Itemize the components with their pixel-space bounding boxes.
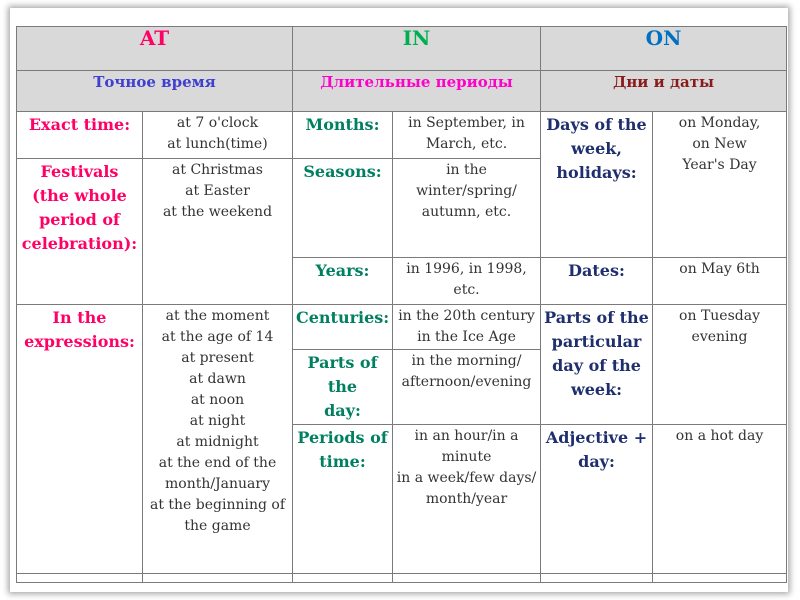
row-4 xyxy=(17,305,787,350)
label-line: Adjective + xyxy=(545,428,648,447)
example-line: at dawn xyxy=(189,371,246,387)
example-line: Year's Day xyxy=(682,157,757,173)
label-line: expressions: xyxy=(24,332,135,351)
example-line: at Christmas xyxy=(172,162,263,178)
label-line: holidays: xyxy=(556,163,637,182)
example-line: March, etc. xyxy=(425,136,508,152)
example-line: on Tuesday xyxy=(679,308,760,324)
years-label: Years: xyxy=(293,258,393,305)
centuries-examples xyxy=(393,305,541,350)
example-line: in an hour/in a xyxy=(414,428,519,444)
example-line: in the Ice Age xyxy=(417,329,516,345)
subheader-row xyxy=(17,71,787,112)
spacer-cell xyxy=(17,574,143,583)
header-row xyxy=(17,27,787,71)
label-line: day: xyxy=(324,401,361,420)
expressions-examples xyxy=(143,305,293,574)
example-line: at the moment xyxy=(165,308,270,324)
example-line: at the age of 14 xyxy=(161,329,274,345)
example-line: in the xyxy=(446,162,487,178)
example-line: the game xyxy=(184,518,251,534)
label-line: week: xyxy=(570,380,623,399)
festivals-examples xyxy=(143,159,293,305)
seasons-examples xyxy=(393,159,541,258)
row-1 xyxy=(17,112,787,159)
parts-of-day-label xyxy=(293,350,393,425)
example-line: evening xyxy=(691,329,748,345)
label-line: Days of the xyxy=(546,115,647,134)
label-line: particular xyxy=(551,332,642,351)
example-line: at noon xyxy=(190,392,245,408)
label-line: week, xyxy=(571,139,622,158)
example-line: at Easter xyxy=(185,183,250,199)
festivals-label xyxy=(17,159,143,305)
example-line: at lunch(time) xyxy=(167,136,268,152)
years-examples xyxy=(393,258,541,305)
example-line: on May 6th xyxy=(679,261,760,277)
days-holidays-examples xyxy=(653,112,787,258)
example-line: at present xyxy=(181,350,254,366)
exact-time-examples xyxy=(143,112,293,159)
dates-label: Dates: xyxy=(541,258,653,305)
header-at: AT xyxy=(17,27,293,71)
subheader-at: Точное время xyxy=(17,71,293,112)
example-line: on a hot day xyxy=(675,428,764,444)
dates-examples xyxy=(653,258,787,305)
example-line: at the end of the xyxy=(158,455,277,471)
example-line: at the weekend xyxy=(162,204,273,220)
label-line: Periods of xyxy=(297,428,388,447)
prepositions-table xyxy=(16,26,787,583)
label-line: Parts of the xyxy=(307,353,378,396)
example-line: at night xyxy=(189,413,246,429)
label-line: time: xyxy=(319,452,366,471)
spacer-cell xyxy=(393,574,541,583)
subheader-on: Дни и даты xyxy=(541,71,787,112)
label-line: celebration): xyxy=(21,234,138,253)
seasons-label: Seasons: xyxy=(293,159,393,258)
example-line: etc. xyxy=(453,282,480,298)
example-line: at midnight xyxy=(176,434,259,450)
days-holidays-label xyxy=(541,112,653,258)
label-line: Festivals xyxy=(40,162,119,181)
bottom-spacer-row xyxy=(17,574,787,583)
example-line: on Monday, xyxy=(678,115,761,131)
example-line: in the morning/ xyxy=(411,353,522,369)
example-line: autumn, etc. xyxy=(421,204,512,220)
expressions-label xyxy=(17,305,143,574)
label-line: period of xyxy=(39,210,120,229)
example-line: in a week/few days/ xyxy=(396,470,537,486)
periods-label xyxy=(293,425,393,574)
slide xyxy=(10,8,788,592)
spacer-cell xyxy=(143,574,293,583)
adjective-day-label xyxy=(541,425,653,574)
header-on: ON xyxy=(541,27,787,71)
centuries-label: Centuries: xyxy=(293,305,393,350)
example-line: minute xyxy=(441,449,492,465)
example-line: at the beginning of xyxy=(149,497,286,513)
adjective-day-examples xyxy=(653,425,787,574)
parts-particular-day-examples xyxy=(653,305,787,425)
label-line: day: xyxy=(578,452,615,471)
spacer-cell xyxy=(653,574,787,583)
months-label: Months: xyxy=(293,112,393,159)
example-line: month/January xyxy=(164,476,271,492)
months-examples xyxy=(393,112,541,159)
spacer-cell xyxy=(541,574,653,583)
example-line: winter/spring/ xyxy=(416,183,517,199)
example-line: in 1996, in 1998, xyxy=(406,261,527,277)
example-line: on New xyxy=(692,136,747,152)
parts-particular-day-label xyxy=(541,305,653,425)
label-line: (the whole xyxy=(32,186,127,205)
subheader-in: Длительные периоды xyxy=(293,71,541,112)
example-line: afternoon/evening xyxy=(401,374,532,390)
parts-of-day-examples xyxy=(393,350,541,425)
example-line: month/year xyxy=(425,491,508,507)
periods-examples xyxy=(393,425,541,574)
example-line: in September, in xyxy=(408,115,525,131)
spacer-cell xyxy=(293,574,393,583)
example-line: in the 20th century xyxy=(398,308,535,324)
label-line: day of the xyxy=(552,356,641,375)
header-in: IN xyxy=(293,27,541,71)
label-line: Parts of the xyxy=(544,308,649,327)
example-line: at 7 o'clock xyxy=(176,115,259,131)
exact-time-label: Exact time: xyxy=(17,112,143,159)
label-line: In the xyxy=(52,308,107,327)
